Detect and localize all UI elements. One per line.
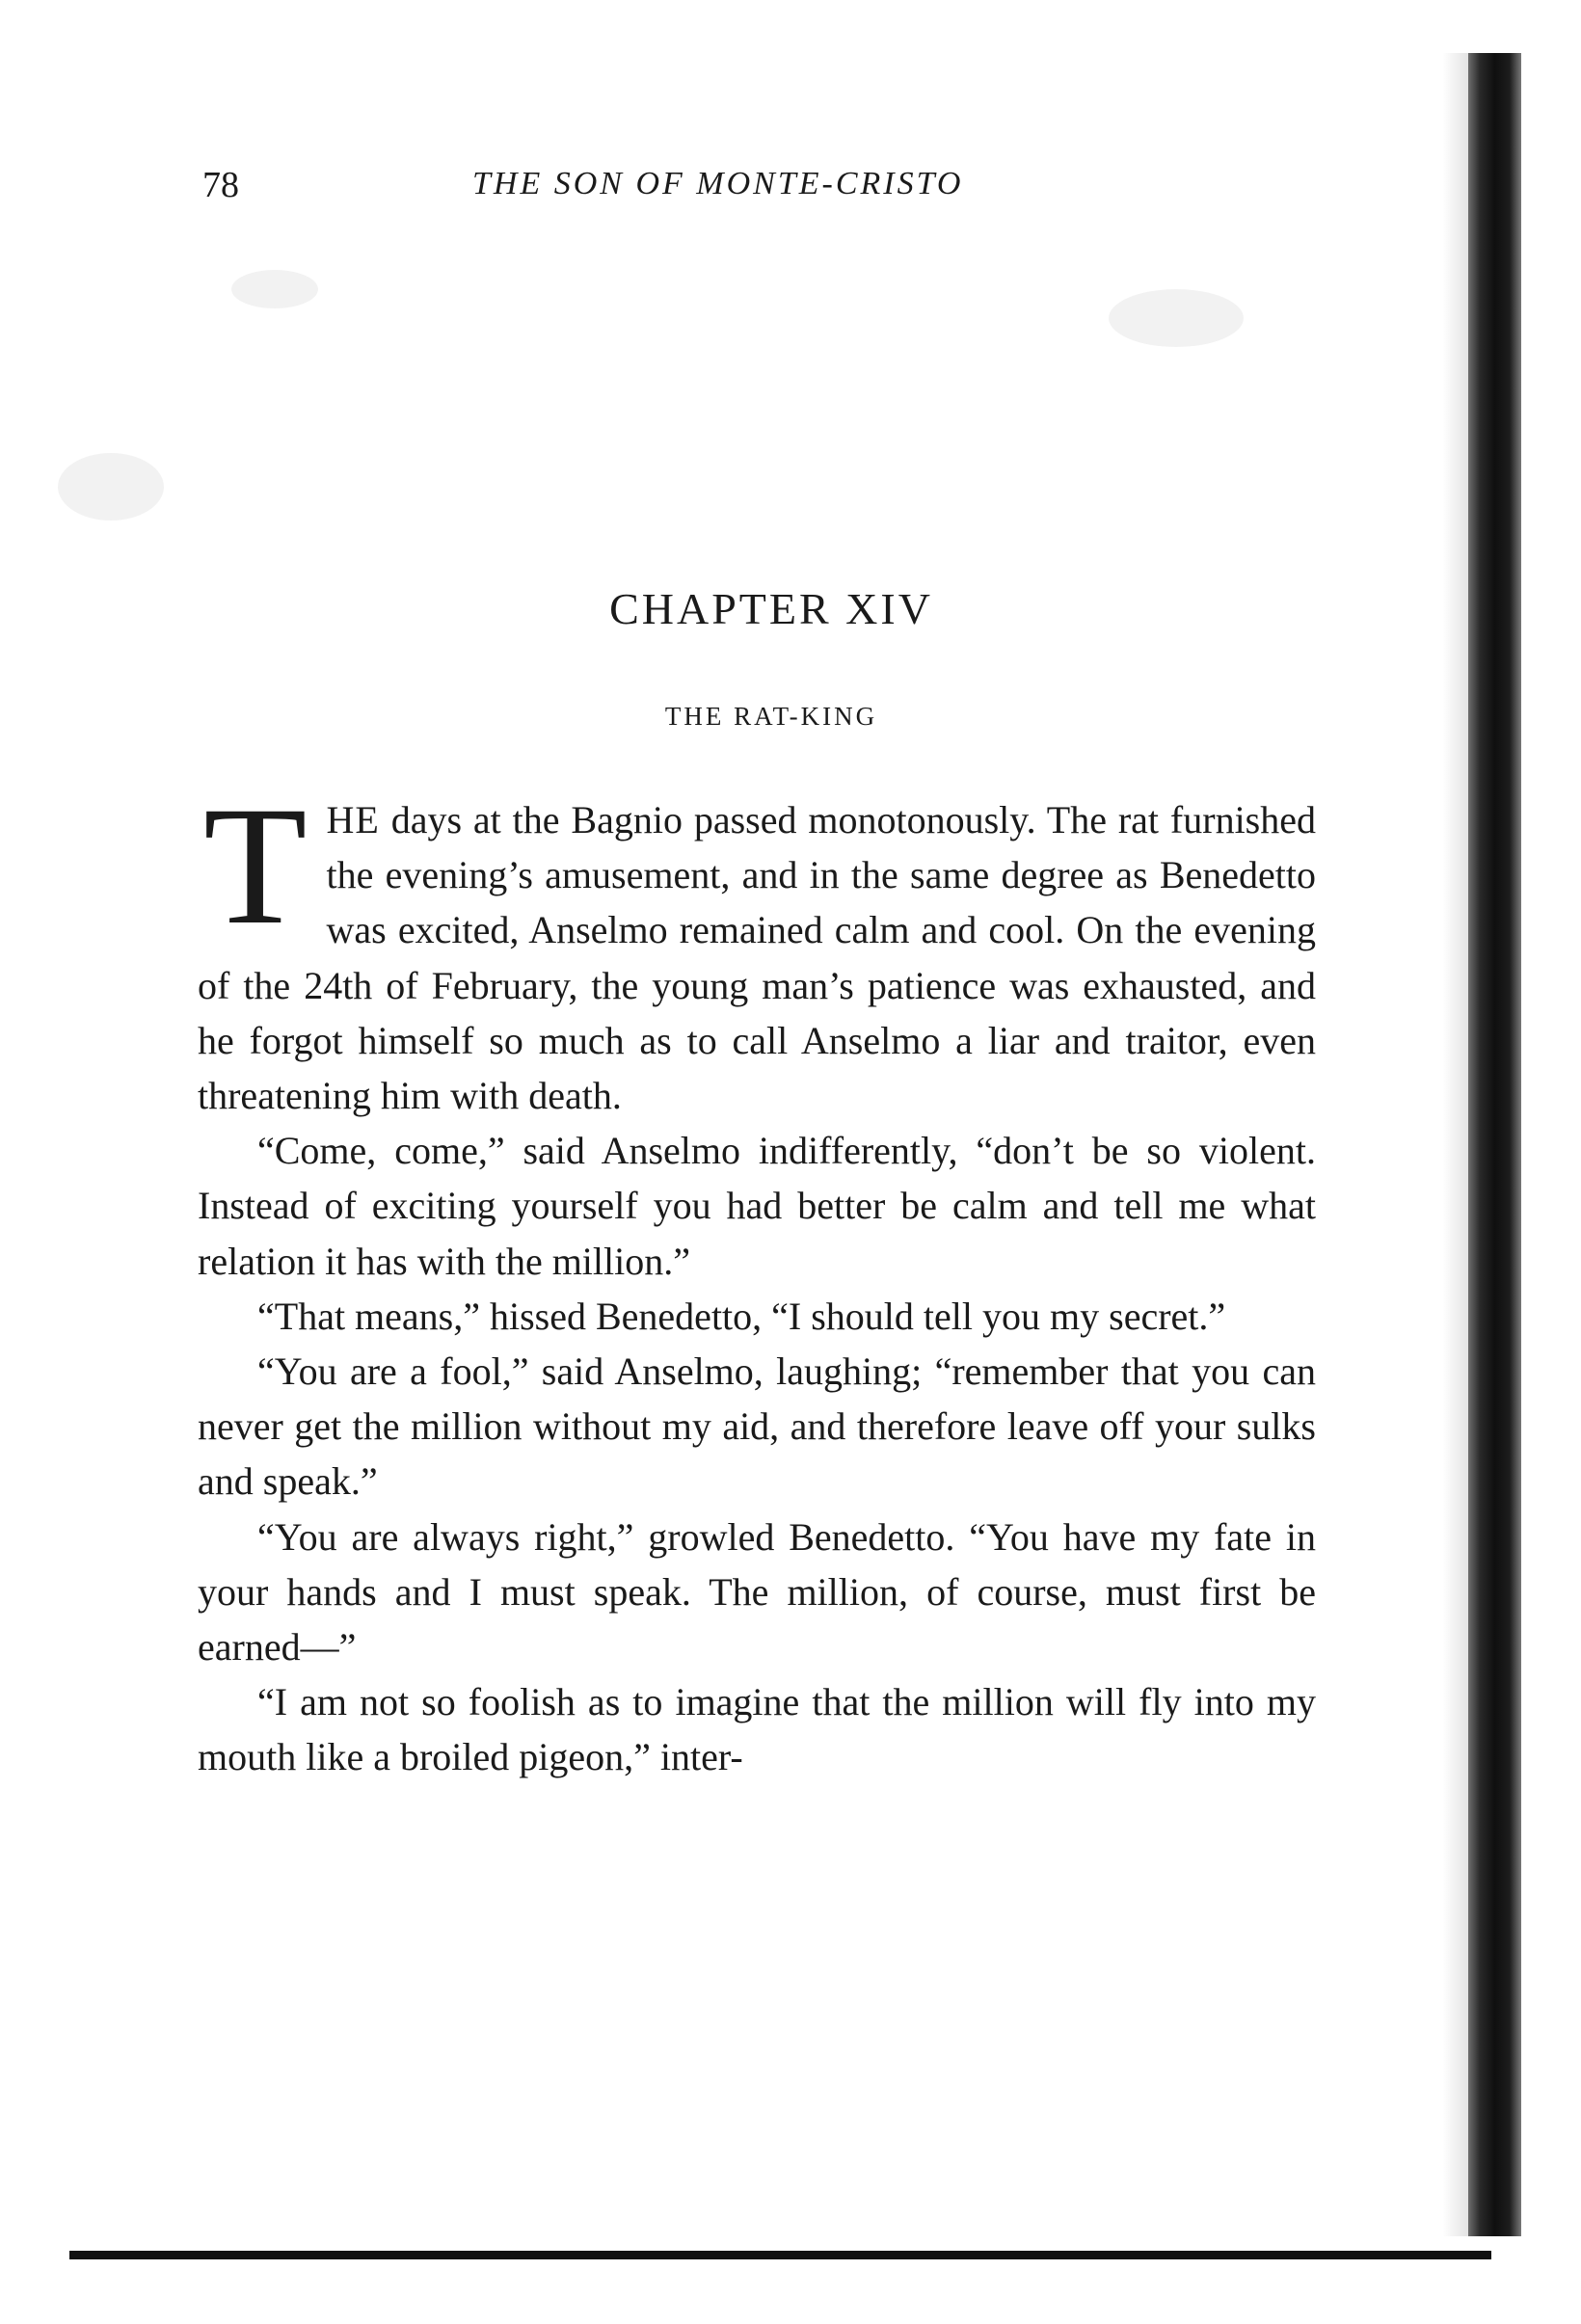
paragraph: “I am not so foolish as to imagine that the million will fly into my mouth like a broiled pigeon,” inter- (198, 1680, 1316, 1779)
paragraph (198, 772, 1316, 1123)
page-edge-strip (1468, 53, 1521, 2236)
paper-speckle (58, 453, 164, 521)
paper-speckle (231, 270, 318, 308)
paper-speckle (1109, 289, 1244, 347)
body-text (198, 772, 1316, 1785)
bottom-edge-rule (69, 2251, 1491, 2259)
first-word-rest: HE (326, 798, 380, 841)
drop-cap: T (203, 772, 308, 960)
running-head (202, 164, 1359, 212)
chapter-subtitle: THE RAT-KING (664, 702, 878, 731)
binding-shadow (1442, 53, 1471, 2236)
chapter-title: CHAPTER XIV (609, 584, 933, 633)
paragraph: “You are always right,” growled Benedetto. “You have my fate in your hands and I must speak. The million, of course, must first be earned—” (198, 1514, 1316, 1670)
paragraph: “That means,” hissed Benedetto, “I should tell you my secret.” (257, 1294, 1226, 1338)
page-number: 78 (202, 165, 239, 205)
paragraph: “Come, come,” said Anselmo indifferently, “don’t be so violent. Instead of exciting yourself you had better be calm and tell me what relation it has with the million.” (198, 1129, 1316, 1283)
paragraph: “You are a fool,” said Anselmo, laughing; “remember that you can never get the million without my aid, and therefore leave off your sulks and speak.” (198, 1349, 1316, 1504)
running-title: THE SON OF MONTE-CRISTO (472, 166, 964, 201)
first-paragraph-text: days at the Bagnio passed monotonously. The rat furnished the evening’s amusement, and in the same degree as Benedetto was excited, Anselmo remained calm and cool. On the evening of the 24th of February, the young man’s patience was exhausted, and he forgot himself so much as to call Anselmo a liar and traitor, even threatening him with death. (198, 798, 1316, 1118)
